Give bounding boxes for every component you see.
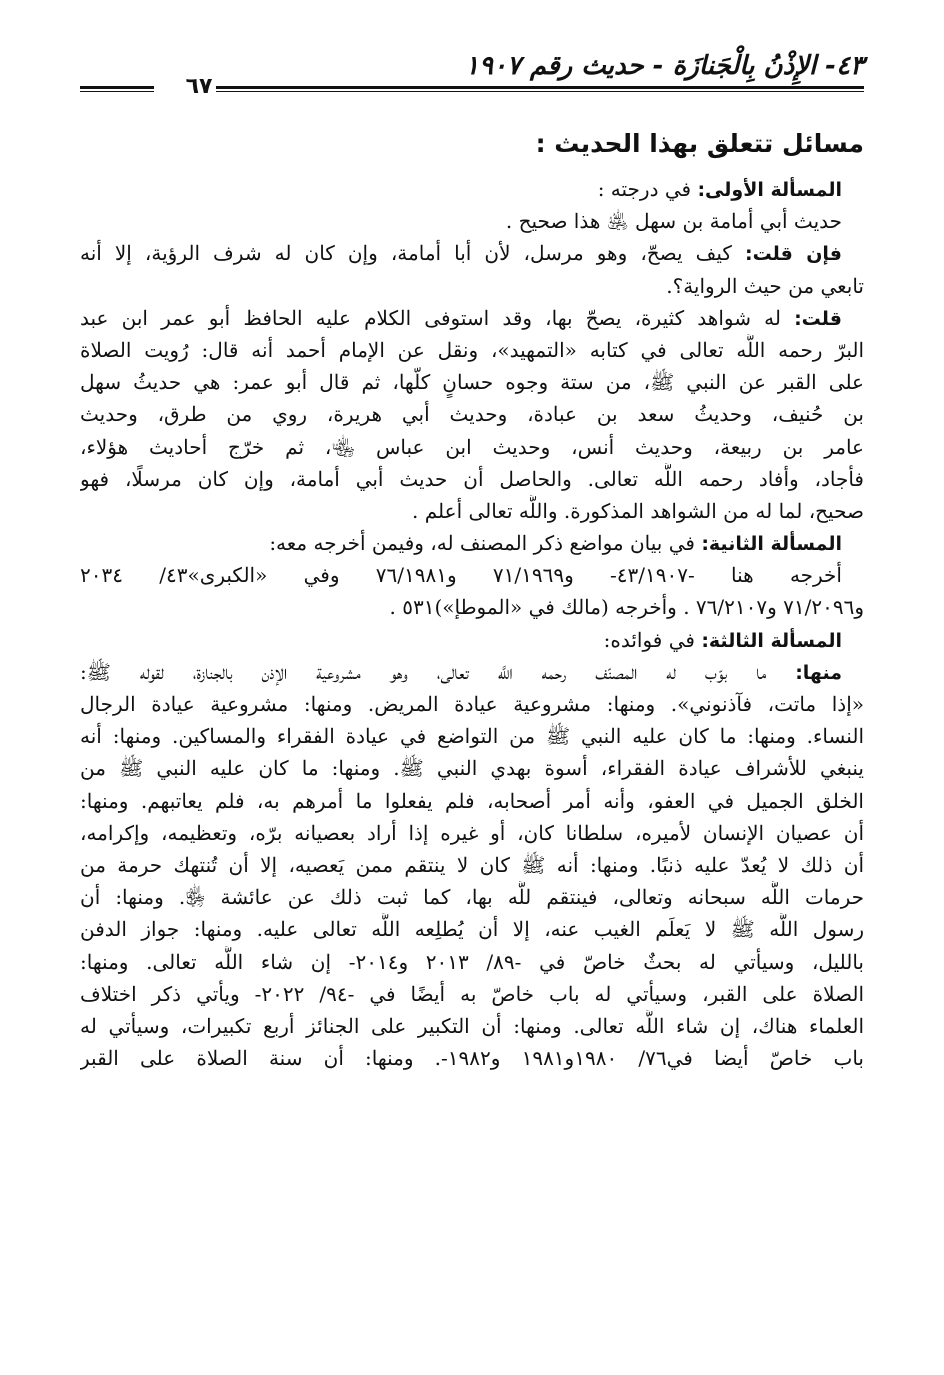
line-text: له شواهد كثيرة، يصحّ بها، وقد استوفى الكلام عليه الحافظ أبو عمر ابن عبد — [80, 305, 795, 330]
line-text: تابعي من حيث الرواية؟. — [666, 273, 864, 298]
text-line — [80, 173, 864, 205]
line-text: أخرجه هنا -٤٣/١٩٠٧- و٧١/١٩٦٩ و٧٦/١٩٨١ وفي «الكبرى»٤٣/ ٢٠٣٤ — [80, 563, 842, 588]
line-text: الصلاة على القبر، وسيأتي له باب خاصّ به أيضًا في -٩٤/ ٢٠٢٢- ويأتي ذكر اختلاف — [80, 981, 864, 1006]
text-line — [80, 463, 864, 495]
text-line — [80, 881, 864, 913]
text-line — [80, 302, 864, 334]
text-line — [80, 817, 864, 849]
bold-term: المسألة الأولى: — [697, 179, 842, 201]
bold-term: منها: — [795, 661, 842, 684]
line-text: أن ذلك لا يُعدّ عليه ذنبًا. ومنها: أنه ﷺ كان لا ينتقم ممن يَعصيه، إلا أن تُنتهك حرمة من — [80, 852, 864, 877]
line-text: في بيان مواضع ذكر المصنف له، وفيمن أخرجه معه: — [269, 531, 702, 556]
running-title: ٤٣- الإِذْنُ بِالْجَنازَة - حديث رقم ١٩٠٧ — [465, 51, 864, 81]
line-text: كيف يصحّ، وهو مرسل، لأن أبا أمامة، وإن كان له شرف الرؤية، إلا أنه — [80, 241, 745, 266]
line-text: فأجاد، وأفاد رحمه اللَّه تعالى. والحاصل أن حديث أبي أمامة، وإن كان مرسلًا، فهو — [80, 466, 864, 491]
line-text: بن حُنيف، وحديثُ سعد بن عبادة، وحديث أبي هريرة، روي من طرق، وحديث — [80, 402, 864, 427]
text-line — [80, 656, 864, 688]
line-text: رسول اللَّه ﷺ لا يَعلَم الغيب عنه، إلا أن يُطلِعه اللَّه تعالى عليه. ومنها: جواز الدفن — [80, 917, 864, 942]
line-text: ما بوّب له المصنّف رحمه اللَّه تعالى، وهو مشروعية الإذن بالجنازة، لقوله ﷺ: — [80, 659, 796, 684]
page-number: ٦٧ — [185, 74, 213, 99]
text-line — [80, 688, 864, 720]
text-line — [80, 946, 864, 978]
text-line — [80, 431, 864, 463]
text-line — [80, 559, 864, 591]
text-line — [80, 1042, 864, 1074]
bold-term: المسألة الثانية: — [701, 533, 842, 556]
text-line — [80, 624, 864, 656]
section-heading: مسائل تتعلق بهذا الحديث : — [535, 129, 864, 158]
line-text: «إذا ماتت، فآذنوني». ومنها: مشروعية عيادة المريض. ومنها: مشروعية عيادة الرجال — [80, 692, 864, 716]
text-line — [80, 720, 864, 752]
line-text: صحيح، لما له من الشواهد المذكورة. واللَّه تعالى أعلم . — [411, 498, 864, 523]
text-line — [80, 978, 864, 1010]
line-text: العلماء هناك، إن شاء اللَّه تعالى. ومنها: أن التكبير على الجنائز أربع تكبيرات، وسيأتي له — [80, 1013, 864, 1038]
line-text: في فوائده: — [603, 627, 702, 652]
line-text: في درجته : — [597, 177, 698, 201]
header-rule-short — [80, 86, 154, 92]
body-text — [80, 173, 864, 1074]
line-text: ينبغي للأشراف عيادة الفقراء، أسوة بهدي النبي ﷺ. ومنها: ما كان عليه النبي ﷺ من — [80, 756, 864, 781]
text-line — [80, 591, 864, 623]
bold-term: قلت: — [794, 307, 842, 330]
text-line — [80, 913, 864, 945]
text-line — [80, 398, 864, 430]
line-text: النساء. ومنها: ما كان عليه النبي ﷺ من التواضع في عيادة الفقراء والمساكين. ومنها: أنه — [80, 724, 864, 749]
line-text: على القبر عن النبي ﷺ، من ستة وجوه حسانٍ كلّها، ثم قال أبو عمر: هي حديثُ سهل — [80, 370, 864, 395]
text-line — [80, 752, 864, 784]
line-text: الخلق الجميل في العفو، وأنه أمر أصحابه، فلم يفعلوا ما أمرهم به، فلم يعاتبهم. ومنها: — [80, 788, 864, 813]
line-text: بالليل، وسيأتي له بحثٌ خاصّ في -٨٩/ ٢٠١٣ و٢٠١٤- إن شاء اللَّه تعالى. ومنها: — [80, 949, 864, 974]
text-line — [80, 785, 864, 817]
line-text: أن عصيان الإنسان لأميره، سلطانا كان، أو غيره إذا أراد بعصيانه برّه، وتعظيمه، وإكرامه، — [80, 820, 864, 845]
bold-term: فإن قلت: — [744, 243, 842, 266]
line-text: حديث أبي أمامة بن سهل ﵁ هذا صحيح . — [505, 209, 842, 234]
text-line — [80, 270, 864, 302]
line-text: عامر بن ربيعة، وحديث أنس، وحديث ابن عباس ﵄، ثم خرّج أحاديث هؤلاء، — [80, 434, 864, 459]
bold-term: المسألة الثالثة: — [701, 629, 842, 652]
text-line — [80, 1010, 864, 1042]
line-text: و٧١/٢٠٩٦ و٧٦/٢١٠٧ . وأخرجه (مالك في «الموطإ»)٥٣١ . — [389, 595, 864, 620]
header-rule — [216, 86, 864, 92]
text-line — [80, 495, 864, 527]
text-line — [80, 849, 864, 881]
text-line — [80, 205, 864, 237]
line-text: البرّ رحمه اللَّه تعالى في كتابه «التمهيد»، ونقل عن الإمام أحمد أنه قال: رُويت الصلاة — [80, 337, 864, 362]
text-line — [80, 527, 864, 559]
text-line — [80, 366, 864, 398]
line-text: باب خاصّ أيضا في٧٦/ ١٩٨٠و١٩٨١ و١٩٨٢-. ومنها: أن سنة الصلاة على القبر — [80, 1046, 864, 1071]
text-line — [80, 334, 864, 366]
text-line — [80, 237, 864, 269]
line-text: حرمات اللَّه سبحانه وتعالى، فينتقم للَّه بها، كما ثبت ذلك عن عائشة ﵂. ومنها: أن — [80, 885, 864, 910]
